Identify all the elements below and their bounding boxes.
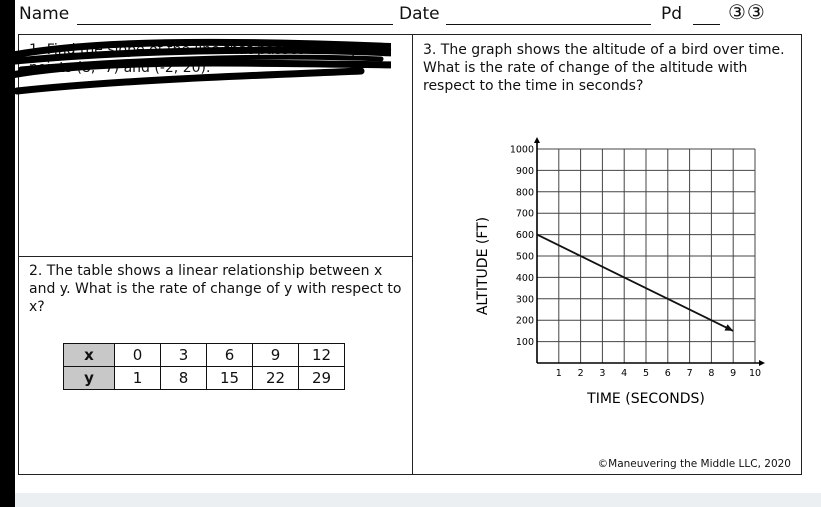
x-tick-label: 3	[599, 368, 606, 379]
table-cell: 22	[253, 367, 299, 390]
y-tick-label: 700	[515, 208, 534, 220]
question-1-text: 1. Find the slope of the line that passes through the points (8, -7) and (-2, 20).	[29, 42, 392, 76]
x-tick-label: 5	[642, 368, 650, 379]
y-axis-arrow	[534, 137, 540, 143]
table-cell: 0	[115, 344, 161, 367]
table-row-x	[64, 344, 345, 367]
period-field-line[interactable]	[693, 24, 720, 25]
x-tick-label: 9	[730, 368, 737, 379]
table-cell: 8	[161, 367, 207, 390]
copyright-text: ©Maneuvering the Middle LLC, 2020	[597, 458, 791, 470]
y-tick-label: 1000	[509, 144, 534, 156]
x-tick-label: 7	[686, 368, 693, 379]
x-tick-label: 2	[577, 368, 584, 379]
table-row-y	[64, 367, 345, 390]
y-tick-label: 900	[515, 165, 534, 177]
x-axis-arrow	[759, 360, 765, 366]
y-tick-label: 300	[515, 294, 534, 306]
table-cell: 15	[207, 367, 253, 390]
table-cell: 1	[115, 367, 161, 390]
altitude-chart	[449, 117, 789, 407]
scribble-overlay	[11, 35, 391, 97]
x-axis-label: TIME (SECONDS)	[587, 391, 705, 407]
table-header-x: x	[64, 344, 115, 367]
table-cell: 3	[161, 344, 207, 367]
y-tick-label: 200	[515, 315, 534, 327]
question-3-text: 3. The graph shows the altitude of a bird over time. What is the rate of change of the altitude with respect to the time in seconds?	[423, 42, 785, 94]
worksheet-header	[15, 0, 821, 34]
table-cell: 9	[253, 344, 299, 367]
xy-table	[63, 343, 345, 390]
question-2-text: 2. The table shows a linear relationship between x and y. What is the rate of change of y with respect to x?	[29, 263, 402, 315]
date-field-line[interactable]	[446, 24, 651, 25]
x-tick-label: 1	[555, 368, 562, 379]
y-tick-label: 600	[515, 230, 534, 242]
date-label: Date	[399, 4, 440, 24]
circle-marks: ③③	[728, 0, 766, 24]
worksheet	[15, 0, 821, 493]
x-tick-label: 8	[708, 368, 715, 379]
table-cell: 6	[207, 344, 253, 367]
y-tick-label: 500	[515, 251, 534, 263]
period-label: Pd	[661, 4, 683, 24]
name-label: Name	[19, 4, 70, 24]
vertical-divider	[412, 35, 413, 474]
y-axis-label: ALTITUDE (FT)	[475, 216, 491, 316]
table-cell: 29	[299, 367, 345, 390]
name-field-line[interactable]	[77, 24, 393, 25]
horizontal-divider	[19, 256, 412, 257]
table-cell: 12	[299, 344, 345, 367]
x-tick-label: 6	[664, 368, 671, 379]
y-tick-label: 100	[515, 337, 534, 349]
table-header-y: y	[64, 367, 115, 390]
y-tick-label: 400	[515, 272, 534, 284]
y-tick-label: 800	[515, 187, 534, 199]
x-tick-label: 10	[748, 368, 762, 379]
x-tick-label: 4	[621, 368, 628, 379]
question-grid	[18, 34, 802, 475]
series-line	[537, 235, 733, 331]
